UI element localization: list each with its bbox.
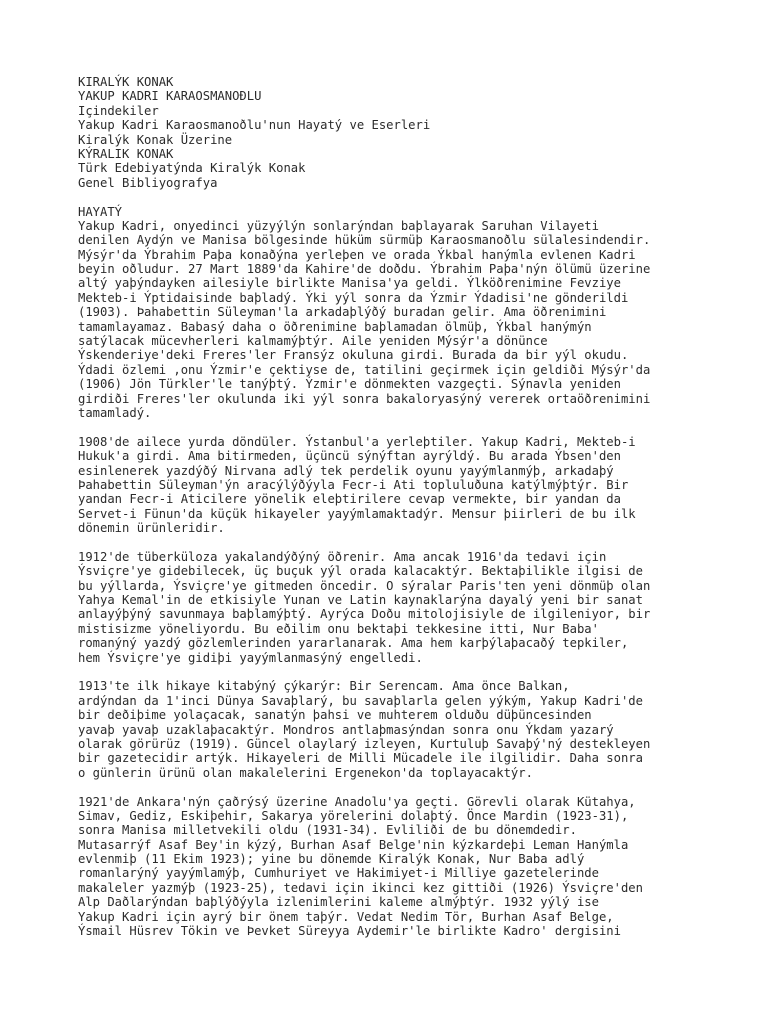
text-line: bu yýllarda, Ýsviçre'ye gitmeden öncedir. O sýralar Paris'ten yeni dönmüþ olan <box>78 578 651 593</box>
text-line: sonra Manisa milletvekili oldu (1931-34). Evliliði de bu dönemdedir. <box>78 823 577 838</box>
toc-item: Genel Bibliyografya <box>78 175 218 190</box>
toc-item: Yakup Kadri Karaosmanoðlu'nun Hayatý ve Eserleri <box>78 118 431 133</box>
text-line: dönemin ürünleridir. <box>78 521 225 536</box>
text-line: 1908'de ailece yurda döndüler. Ýstanbul'a yerleþtiler. Yakup Kadri, Mekteb-i <box>78 434 636 449</box>
text-line: 1912'de tüberküloza yakalandýðýný öðrenir. Ama ancak 1916'da tedavi için <box>78 549 607 564</box>
book-title: KIRALÝK KONAK <box>78 75 174 89</box>
text-line: ardýndan da 1'inci Dünya Savaþlarý, bu savaþlarla gelen yýkým, Yakup Kadri'de <box>78 693 643 708</box>
text-line: Ýskenderiye'deki Freres'ler Fransýz okuluna girdi. Burada da bir yýl okudu. <box>78 348 629 363</box>
text-line: (1903). Þahabettin Süleyman'la arkadaþlýðý buradan gelir. Ama öðrenimini <box>78 305 607 320</box>
text-line: Ýsmail Hüsrev Tökin ve Þevket Süreyya Aydemir'le birlikte Kadro' dergisini <box>78 924 621 939</box>
text-line: (1906) Jön Türkler'le tanýþtý. Ýzmir'e dönmekten vazgeçti. Sýnavla yeniden <box>78 377 621 392</box>
paragraph-hayati <box>78 205 758 421</box>
text-line: denilen Aydýn ve Manisa bölgesinde hüküm sürmüþ Karaosmanoðlu sülalesindendir. <box>78 233 651 248</box>
text-line: beyin oðludur. 27 Mart 1889'da Kahire'de doðdu. Ýbrahim Paþa'nýn ölümü üzerine <box>78 262 651 277</box>
text-line: Ýdadi özlemi ,onu Ýzmir'e çektiyse de, tatilini geçirmek için geldiði Mýsýr'da <box>78 362 651 377</box>
toc-heading: Içindekiler <box>78 103 159 118</box>
author-name: YAKUP KADRI KARAOSMANOÐLU <box>78 89 262 104</box>
document-header <box>78 75 758 190</box>
paragraph-1913 <box>78 679 758 780</box>
toc-item: KÝRALIK KONAK <box>78 146 174 161</box>
text-line: satýlacak mücevherleri kalmamýþtýr. Aile yeniden Mýsýr'a dönünce <box>78 334 548 349</box>
text-line: olarak görürüz (1919). Güncel olaylarý izleyen, Kurtuluþ Savaþý'ný destekleyen <box>78 736 651 751</box>
text-line: Hukuk'a girdi. Ama bitirmeden, üçüncü sýnýftan ayrýldý. Bu arada Ýbsen'den <box>78 449 621 464</box>
text-line: bir deðiþime yolaçacak, sanatýn þahsi ve muhterem olduðu düþüncesinden <box>78 708 592 723</box>
text-line: anlayýþýný savunmaya baþlamýþtý. Ayrýca Doðu mitolojisiyle de ilgileniyor, bir <box>78 607 651 622</box>
text-line: girdiði Freres'ler okulunda iki yýl sonra bakaloryasýný vererek ortaöðrenimini <box>78 391 651 406</box>
text-line: 1913'te ilk hikaye kitabýný çýkarýr: Bir Serencam. Ama önce Balkan, <box>78 679 570 694</box>
text-line: Mutasarrýf Asaf Bey'in kýzý, Burhan Asaf Belge'nin kýzkardeþi Leman Hanýmla <box>78 837 629 852</box>
text-line: Simav, Gediz, Eskiþehir, Sakarya yörelerini dolaþtý. Önce Mardin (1923-31), <box>78 808 629 823</box>
text-line: bir gazetecidir artýk. Hikayeleri de Milli Mücadele ile ilgilidir. Daha sonra <box>78 751 643 766</box>
text-line: Yahya Kemal'in de etkisiyle Yunan ve Latin kaynaklarýna dayalý yeni bir sanat <box>78 593 643 608</box>
text-line: hem Ýsviçre'ye gidiþi yayýmlanmasýný engelledi. <box>78 650 423 665</box>
paragraph-1908 <box>78 435 758 536</box>
text-line: Þahabettin Süleyman'ýn aracýlýðýyla Fecr-i Ati topluluðuna katýlmýþtýr. Bir <box>78 477 629 492</box>
paragraph-1921 <box>78 795 758 939</box>
text-line: evlenmiþ (11 Ekim 1923); yine bu dönemde Kiralýk Konak, Nur Baba adlý <box>78 852 585 867</box>
text-line: 1921'de Ankara'nýn çaðrýsý üzerine Anadolu'ya geçti. Görevli olarak Kütahya, <box>78 794 636 809</box>
text-line: Alp Daðlarýndan baþlýðýyla izlenimlerini kaleme almýþtýr. 1932 yýlý ise <box>78 895 599 910</box>
text-line: yandan Fecr-i Aticilere yönelik eleþtirilere cevap vermekte, bir yandan da <box>78 492 621 507</box>
text-line: mistisizme yöneliyordu. Bu eðilim onu bektaþi tekkesine itti, Nur Baba' <box>78 621 599 636</box>
text-line: Ýsviçre'ye gidebilecek, üç buçuk yýl orada kalacaktýr. Bektaþilikle ilgisi de <box>78 564 643 579</box>
text-line: romanýný yazdý gözlemlerinden yararlanarak. Ama hem karþýlaþacaðý tepkiler, <box>78 636 629 651</box>
text-line: tamamlayamaz. Babasý daha o öðrenimine baþlamadan ölmüþ, Ýkbal hanýmýn <box>78 319 592 334</box>
text-line: esinlenerek yazdýðý Nirvana adlý tek perdelik oyunu yayýmlanmýþ, arkadaþý <box>78 463 614 478</box>
text-line: Yakup Kadri için ayrý bir önem taþýr. Vedat Nedim Tör, Burhan Asaf Belge, <box>78 909 614 924</box>
document-page <box>78 75 758 953</box>
text-line: romanlarýný yayýmlamýþ, Cumhuriyet ve Hakimiyet-i Milliye gazetelerinde <box>78 866 599 881</box>
text-line: makaleler yazmýþ (1923-25), tedavi için ikinci kez gittiði (1926) Ýsviçre'den <box>78 880 643 895</box>
text-line: Yakup Kadri, onyedinci yüzyýlýn sonlarýndan baþlayarak Saruhan Vilayeti <box>78 218 599 233</box>
text-line: Mekteb-i Ýptidaisinde baþladý. Ýki yýl sonra da Ýzmir Ýdadisi'ne gönderildi <box>78 290 629 305</box>
text-line: Servet-i Fünun'da küçük hikayeler yayýmlamaktadýr. Mensur þiirleri de bu ilk <box>78 506 636 521</box>
text-line: o günlerin ürünü olan makalelerini Ergenekon'da toplayacaktýr. <box>78 765 533 780</box>
text-line: tamamladý. <box>78 405 152 420</box>
text-line: altý yaþýndayken ailesiyle birlikte Manisa'ya geldi. Ýlköðrenimine Fevziye <box>78 276 621 291</box>
text-line: yavaþ yavaþ uzaklaþacaktýr. Mondros antlaþmasýndan sonra onu Ýkdam yazarý <box>78 722 614 737</box>
section-heading: HAYATÝ <box>78 204 123 219</box>
toc-item: Türk Edebiyatýnda Kiralýk Konak <box>78 161 306 176</box>
paragraph-1912 <box>78 550 758 665</box>
text-line: Mýsýr'da Ýbrahim Paþa konaðýna yerleþen ve orada Ýkbal hanýmla evlenen Kadri <box>78 247 636 262</box>
toc-item: Kiralýk Konak Üzerine <box>78 132 233 147</box>
